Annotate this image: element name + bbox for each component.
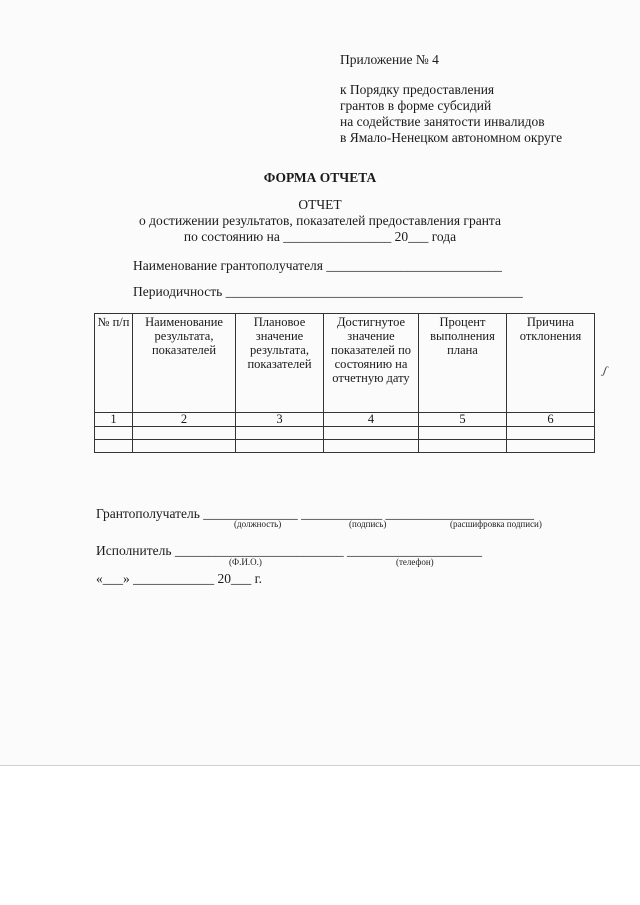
date-line: «___» ____________ 20___ г. bbox=[96, 571, 263, 586]
col-number: 5 bbox=[419, 413, 507, 427]
appendix-line: к Порядку предоставления bbox=[340, 82, 495, 97]
label-position: (должность) bbox=[234, 519, 282, 529]
col-number: 3 bbox=[236, 413, 324, 427]
label-phone: (телефон) bbox=[396, 557, 434, 567]
label-signature-decoding: (расшифровка подписи) bbox=[450, 519, 542, 529]
grantee-name-field: Наименование грантополучателя __________________________ bbox=[133, 258, 502, 273]
col-number: 1 bbox=[95, 413, 133, 427]
table-header-row bbox=[95, 314, 595, 413]
col-header-planned-value: Плановое значение результата, показателей bbox=[236, 314, 324, 413]
table-number-row bbox=[95, 413, 595, 427]
report-heading: ОТЧЕТ bbox=[298, 197, 342, 212]
col-header-result-name: Наименование результата, показателей bbox=[133, 314, 236, 413]
report-table bbox=[94, 313, 595, 453]
col-header-percent: Процент выполнения плана bbox=[419, 314, 507, 413]
executor-line: Исполнитель _________________________ ____________________ bbox=[96, 543, 483, 558]
label-signature: (подпись) bbox=[349, 519, 387, 529]
label-fio: (Ф.И.О.) bbox=[229, 557, 262, 567]
col-number: 6 bbox=[507, 413, 595, 427]
col-header-reason: Причина отклонения bbox=[507, 314, 595, 413]
appendix-title: Приложение № 4 bbox=[340, 52, 439, 67]
table-row bbox=[95, 427, 595, 440]
table-row bbox=[95, 440, 595, 453]
report-subtitle: о достижении результатов, показателей предоставления гранта bbox=[138, 213, 501, 228]
col-header-number: № п/п bbox=[95, 314, 133, 413]
appendix-line: грантов в форме субсидий bbox=[340, 98, 492, 113]
periodicity-field: Периодичность ____________________________________________ bbox=[133, 284, 523, 299]
appendix-block bbox=[340, 52, 562, 146]
form-title: ФОРМА ОТЧЕТА bbox=[263, 170, 377, 185]
margin-pen-mark: ʃ bbox=[600, 362, 610, 378]
col-number: 4 bbox=[324, 413, 419, 427]
grantee-signature-line: Грантополучатель ______________ ____________ ______________________ bbox=[96, 506, 535, 521]
appendix-line: на содействие занятости инвалидов bbox=[340, 114, 545, 129]
col-header-achieved-value: Достигнутое значение показателей по состоянию на отчетную дату bbox=[324, 314, 419, 413]
col-number: 2 bbox=[133, 413, 236, 427]
appendix-line: в Ямало-Ненецком автономном округе bbox=[340, 130, 563, 145]
report-date-line: по состоянию на ________________ 20___ года bbox=[183, 229, 457, 244]
